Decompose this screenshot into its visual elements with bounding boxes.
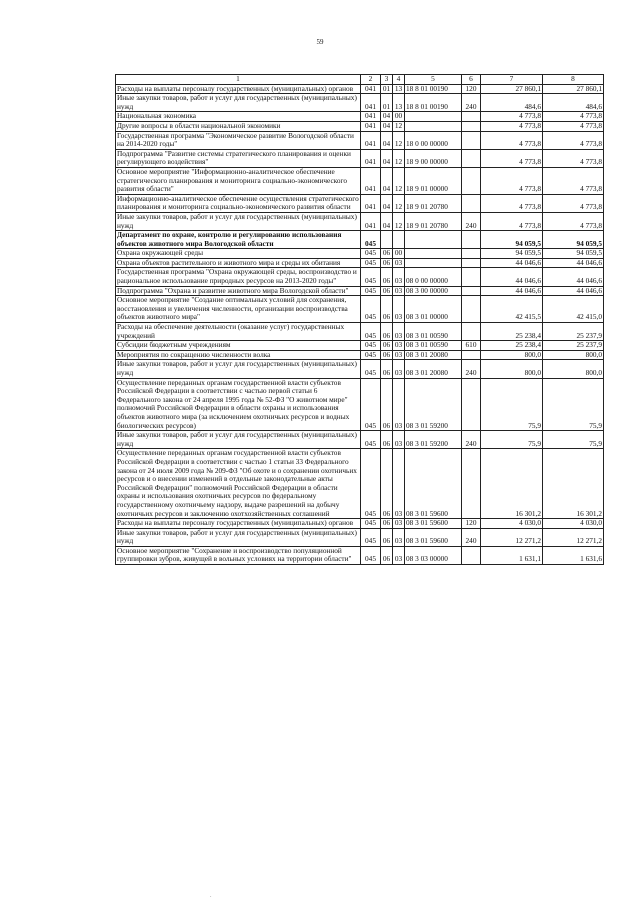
code-expense-type-cell [462, 131, 481, 149]
row-name-cell: Подпрограмма "Развитие системы стратегического планирования и оценки регулирующего воздействия" [116, 149, 361, 167]
table-row [116, 286, 604, 296]
code-admin-cell: 041 [361, 194, 381, 212]
code-target-cell: 08 3 01 59600 [405, 449, 462, 519]
code-section-cell: 06 [381, 249, 393, 259]
row-name-cell: Субсидии бюджетным учреждениям [116, 341, 361, 351]
amount-col7-cell: 25 238,4 [481, 323, 543, 341]
code-section-cell [381, 231, 393, 249]
code-target-cell: 08 3 01 59600 [405, 528, 462, 546]
amount-col7-cell: 16 301,2 [481, 449, 543, 519]
amount-col7-cell: 44 046,6 [481, 258, 543, 268]
code-target-cell: 08 3 01 20080 [405, 350, 462, 360]
code-expense-type-cell [462, 231, 481, 249]
amount-col8-cell: 75,9 [543, 431, 604, 449]
table-row [116, 194, 604, 212]
amount-col7-cell: 44 046,6 [481, 286, 543, 296]
code-subsection-cell: 12 [393, 194, 405, 212]
header-cell: 7 [481, 75, 543, 85]
code-section-cell: 06 [381, 378, 393, 431]
row-name-cell: Государственная программа "Экономическое развитие Вологодской области на 2014-2020 годы" [116, 131, 361, 149]
code-target-cell: 08 3 01 59600 [405, 519, 462, 529]
code-subsection-cell: 03 [393, 528, 405, 546]
code-section-cell: 06 [381, 258, 393, 268]
code-expense-type-cell [462, 258, 481, 268]
code-expense-type-cell: 240 [462, 360, 481, 378]
code-admin-cell: 045 [361, 286, 381, 296]
code-subsection-cell: 03 [393, 296, 405, 323]
amount-col7-cell: 44 046,6 [481, 268, 543, 286]
table-row [116, 323, 604, 341]
code-subsection-cell: 03 [393, 546, 405, 564]
code-subsection-cell: 12 [393, 212, 405, 230]
code-subsection-cell: 00 [393, 249, 405, 259]
table-row [116, 84, 604, 94]
amount-col8-cell: 25 237,9 [543, 323, 604, 341]
amount-col8-cell: 800,0 [543, 350, 604, 360]
amount-col7-cell: 4 773,8 [481, 167, 543, 194]
code-section-cell: 01 [381, 94, 393, 112]
amount-col7-cell: 1 631,1 [481, 546, 543, 564]
code-target-cell [405, 112, 462, 122]
table-row [116, 231, 604, 249]
scan-edge-mark: . [210, 893, 212, 899]
budget-table [115, 74, 604, 565]
row-name-cell: Другие вопросы в области национальной экономики [116, 121, 361, 131]
table-row [116, 519, 604, 529]
table-header-row [116, 75, 604, 85]
code-section-cell: 06 [381, 323, 393, 341]
code-admin-cell: 041 [361, 167, 381, 194]
code-admin-cell: 045 [361, 431, 381, 449]
code-subsection-cell: 00 [393, 112, 405, 122]
code-target-cell: 18 9 01 00000 [405, 167, 462, 194]
amount-col7-cell: 4 773,8 [481, 149, 543, 167]
code-admin-cell: 045 [361, 323, 381, 341]
code-subsection-cell: 03 [393, 341, 405, 351]
amount-col7-cell: 42 415,5 [481, 296, 543, 323]
code-expense-type-cell [462, 449, 481, 519]
amount-col8-cell: 75,9 [543, 378, 604, 431]
code-target-cell [405, 258, 462, 268]
code-admin-cell: 045 [361, 268, 381, 286]
amount-col7-cell: 800,0 [481, 350, 543, 360]
code-target-cell [405, 121, 462, 131]
amount-col8-cell: 4 773,8 [543, 112, 604, 122]
code-target-cell: 08 3 03 00000 [405, 546, 462, 564]
header-cell: 3 [381, 75, 393, 85]
row-name-cell: Основное мероприятие "Создание оптимальных условий для сохранения, восстановления и увеличения численности, организации воспроизводства объектов животного мира" [116, 296, 361, 323]
header-cell: 4 [393, 75, 405, 85]
amount-col8-cell: 4 773,8 [543, 149, 604, 167]
row-name-cell: Мероприятия по сокращению численности волка [116, 350, 361, 360]
amount-col7-cell: 27 860,1 [481, 84, 543, 94]
table-row [116, 378, 604, 431]
table-row [116, 268, 604, 286]
row-name-cell: Осуществление переданных органам государственной власти субъектов Российской Федерации в соответствии с частью первой статьи 6 Федерального закона от 24 апреля 1995 года № 52-ФЗ "О животном мире" полномочий Российской Федерации в области охраны и использования объектов животного мира (за исключением охотничьих ресурсов и водных биологических ресурсов) [116, 378, 361, 431]
code-section-cell: 06 [381, 431, 393, 449]
table-row [116, 249, 604, 259]
code-section-cell: 06 [381, 341, 393, 351]
code-admin-cell: 041 [361, 149, 381, 167]
amount-col7-cell: 12 271,2 [481, 528, 543, 546]
row-name-cell: Осуществление переданных органам государственной власти субъектов Российской Федерации в соответствии с частью 1 статьи 33 Федерального закона от 24 июля 2009 года № 209-ФЗ "Об охоте и о сохранении охотничьих ресурсов и о внесении изменений в отдельные законодательные акты Российской Федерации" полномочий Российской Федерации в области охраны и использования охотничьих ресурсов по федеральному государственному охотничьему надзору, выдаче разрешений на добычу охотничьих ресурсов и заключению охотхозяйственных соглашений [116, 449, 361, 519]
code-section-cell: 06 [381, 449, 393, 519]
row-name-cell: Расходы на выплаты персоналу государственных (муниципальных) органов [116, 84, 361, 94]
code-admin-cell: 045 [361, 258, 381, 268]
code-expense-type-cell: 240 [462, 431, 481, 449]
table-row [116, 258, 604, 268]
code-admin-cell: 045 [361, 249, 381, 259]
amount-col7-cell: 484,6 [481, 94, 543, 112]
code-expense-type-cell [462, 323, 481, 341]
amount-col8-cell: 4 773,8 [543, 121, 604, 131]
code-target-cell: 08 0 00 00000 [405, 268, 462, 286]
row-name-cell: Государственная программа "Охрана окружающей среды, воспроизводство и рациональное использование природных ресурсов на 2013-2020 годы" [116, 268, 361, 286]
code-admin-cell: 045 [361, 231, 381, 249]
code-subsection-cell: 03 [393, 449, 405, 519]
amount-col7-cell: 4 773,8 [481, 131, 543, 149]
code-expense-type-cell [462, 546, 481, 564]
code-section-cell: 04 [381, 212, 393, 230]
code-subsection-cell: 12 [393, 121, 405, 131]
amount-col8-cell: 27 860,1 [543, 84, 604, 94]
code-target-cell: 08 3 01 20080 [405, 360, 462, 378]
code-expense-type-cell: 240 [462, 94, 481, 112]
code-section-cell: 06 [381, 296, 393, 323]
code-target-cell: 18 9 00 00000 [405, 149, 462, 167]
row-name-cell: Иные закупки товаров, работ и услуг для государственных (муниципальных) нужд [116, 94, 361, 112]
code-subsection-cell: 03 [393, 431, 405, 449]
code-subsection-cell: 13 [393, 94, 405, 112]
table-row [116, 296, 604, 323]
amount-col7-cell: 94 059,5 [481, 231, 543, 249]
code-section-cell: 06 [381, 286, 393, 296]
code-subsection-cell: 03 [393, 258, 405, 268]
code-section-cell: 06 [381, 519, 393, 529]
code-admin-cell: 045 [361, 350, 381, 360]
amount-col7-cell: 75,9 [481, 431, 543, 449]
amount-col7-cell: 4 773,8 [481, 112, 543, 122]
table-row [116, 94, 604, 112]
row-name-cell: Департамент по охране, контролю и регулированию использования объектов животного мира Вологодской области [116, 231, 361, 249]
code-expense-type-cell: 120 [462, 84, 481, 94]
code-admin-cell: 041 [361, 112, 381, 122]
code-section-cell: 04 [381, 131, 393, 149]
table-row [116, 431, 604, 449]
header-cell: 5 [405, 75, 462, 85]
code-section-cell: 06 [381, 350, 393, 360]
amount-col8-cell: 44 046,6 [543, 258, 604, 268]
header-cell: 8 [543, 75, 604, 85]
code-section-cell: 04 [381, 112, 393, 122]
amount-col8-cell: 4 030,0 [543, 519, 604, 529]
amount-col8-cell: 44 046,6 [543, 268, 604, 286]
code-expense-type-cell [462, 350, 481, 360]
code-admin-cell: 041 [361, 131, 381, 149]
code-expense-type-cell [462, 194, 481, 212]
code-admin-cell: 041 [361, 94, 381, 112]
code-subsection-cell: 12 [393, 131, 405, 149]
amount-col8-cell: 4 773,8 [543, 194, 604, 212]
row-name-cell: Расходы на обеспечение деятельности (оказание услуг) государственных учреждений [116, 323, 361, 341]
code-target-cell [405, 231, 462, 249]
table-row [116, 212, 604, 230]
amount-col8-cell: 4 773,8 [543, 167, 604, 194]
code-admin-cell: 045 [361, 360, 381, 378]
table-row [116, 167, 604, 194]
code-expense-type-cell [462, 296, 481, 323]
amount-col8-cell: 484,6 [543, 94, 604, 112]
row-name-cell: Основное мероприятие "Информационно-аналитическое обеспечение стратегического планирования и мониторинга социально-экономического развития области" [116, 167, 361, 194]
code-target-cell: 18 9 01 20780 [405, 212, 462, 230]
code-section-cell: 01 [381, 84, 393, 94]
amount-col7-cell: 75,9 [481, 378, 543, 431]
amount-col8-cell: 44 046,6 [543, 286, 604, 296]
code-expense-type-cell: 240 [462, 212, 481, 230]
code-expense-type-cell [462, 249, 481, 259]
code-subsection-cell: 12 [393, 149, 405, 167]
code-expense-type-cell [462, 286, 481, 296]
code-subsection-cell: 03 [393, 519, 405, 529]
table-row [116, 341, 604, 351]
code-target-cell: 08 3 00 00000 [405, 286, 462, 296]
code-expense-type-cell [462, 378, 481, 431]
table-row [116, 131, 604, 149]
amount-col7-cell: 4 773,8 [481, 121, 543, 131]
amount-col8-cell: 1 631,6 [543, 546, 604, 564]
row-name-cell: Расходы на выплаты персоналу государственных (муниципальных) органов [116, 519, 361, 529]
code-target-cell [405, 249, 462, 259]
row-name-cell: Иные закупки товаров, работ и услуг для государственных (муниципальных) нужд [116, 528, 361, 546]
code-expense-type-cell [462, 268, 481, 286]
code-admin-cell: 045 [361, 296, 381, 323]
code-subsection-cell: 03 [393, 378, 405, 431]
amount-col8-cell: 25 237,9 [543, 341, 604, 351]
code-subsection-cell: 13 [393, 84, 405, 94]
code-target-cell: 08 3 01 59200 [405, 378, 462, 431]
row-name-cell: Охрана окружающей среды [116, 249, 361, 259]
code-subsection-cell: 03 [393, 268, 405, 286]
amount-col8-cell: 4 773,8 [543, 131, 604, 149]
code-expense-type-cell: 240 [462, 528, 481, 546]
amount-col7-cell: 800,0 [481, 360, 543, 378]
table-row [116, 149, 604, 167]
code-section-cell: 04 [381, 121, 393, 131]
code-target-cell: 08 3 01 00590 [405, 341, 462, 351]
amount-col7-cell: 25 238,4 [481, 341, 543, 351]
code-target-cell: 18 9 01 20780 [405, 194, 462, 212]
code-target-cell: 08 3 01 00590 [405, 323, 462, 341]
page-number: 59 [316, 38, 324, 46]
row-name-cell: Подпрограмма "Охрана и развитие животного мира Вологодской области" [116, 286, 361, 296]
code-subsection-cell: 12 [393, 167, 405, 194]
amount-col8-cell: 42 415,0 [543, 296, 604, 323]
code-target-cell: 08 3 01 59200 [405, 431, 462, 449]
table-row [116, 546, 604, 564]
code-section-cell: 06 [381, 360, 393, 378]
amount-col7-cell: 4 030,0 [481, 519, 543, 529]
code-section-cell: 06 [381, 268, 393, 286]
code-admin-cell: 045 [361, 546, 381, 564]
row-name-cell: Охрана объектов растительного и животного мира и среды их обитания [116, 258, 361, 268]
row-name-cell: Иные закупки товаров, работ и услуг для государственных (муниципальных) нужд [116, 212, 361, 230]
table-row [116, 449, 604, 519]
code-section-cell: 04 [381, 149, 393, 167]
code-admin-cell: 045 [361, 519, 381, 529]
code-expense-type-cell: 120 [462, 519, 481, 529]
code-expense-type-cell [462, 121, 481, 131]
amount-col8-cell: 4 773,8 [543, 212, 604, 230]
code-admin-cell: 041 [361, 212, 381, 230]
code-target-cell: 18 0 00 00000 [405, 131, 462, 149]
amount-col8-cell: 800,0 [543, 360, 604, 378]
table-row [116, 112, 604, 122]
code-expense-type-cell [462, 167, 481, 194]
table-row [116, 350, 604, 360]
row-name-cell: Иные закупки товаров, работ и услуг для государственных (муниципальных) нужд [116, 431, 361, 449]
code-admin-cell: 045 [361, 528, 381, 546]
header-cell: 1 [116, 75, 361, 85]
code-subsection-cell: 03 [393, 360, 405, 378]
header-cell: 6 [462, 75, 481, 85]
code-section-cell: 06 [381, 528, 393, 546]
code-expense-type-cell [462, 149, 481, 167]
code-subsection-cell [393, 231, 405, 249]
table-row [116, 360, 604, 378]
amount-col7-cell: 94 059,5 [481, 249, 543, 259]
code-expense-type-cell: 610 [462, 341, 481, 351]
amount-col7-cell: 4 773,8 [481, 212, 543, 230]
amount-col7-cell: 4 773,8 [481, 194, 543, 212]
code-admin-cell: 041 [361, 121, 381, 131]
row-name-cell: Основное мероприятие "Сохранение и воспроизводство популяционной группировки зубров, живущей в вольных условиях на территории области" [116, 546, 361, 564]
code-admin-cell: 041 [361, 84, 381, 94]
amount-col8-cell: 12 271,2 [543, 528, 604, 546]
amount-col8-cell: 16 301,2 [543, 449, 604, 519]
header-cell: 2 [361, 75, 381, 85]
row-name-cell: Национальная экономика [116, 112, 361, 122]
code-section-cell: 04 [381, 194, 393, 212]
code-subsection-cell: 03 [393, 350, 405, 360]
table-row [116, 528, 604, 546]
table-row [116, 121, 604, 131]
code-target-cell: 18 8 01 00190 [405, 94, 462, 112]
code-section-cell: 06 [381, 546, 393, 564]
code-expense-type-cell [462, 112, 481, 122]
code-subsection-cell: 03 [393, 286, 405, 296]
code-target-cell: 18 8 01 00190 [405, 84, 462, 94]
code-admin-cell: 045 [361, 341, 381, 351]
row-name-cell: Иные закупки товаров, работ и услуг для государственных (муниципальных) нужд [116, 360, 361, 378]
code-target-cell: 08 3 01 00000 [405, 296, 462, 323]
row-name-cell: Информационно-аналитическое обеспечение осуществления стратегического планирования и мониторинга социально-экономического развития области [117, 194, 359, 212]
amount-col8-cell: 94 059,5 [543, 231, 604, 249]
code-admin-cell: 045 [361, 378, 381, 431]
amount-col8-cell: 94 059,5 [543, 249, 604, 259]
code-section-cell: 04 [381, 167, 393, 194]
code-admin-cell: 045 [361, 449, 381, 519]
code-subsection-cell: 03 [393, 323, 405, 341]
